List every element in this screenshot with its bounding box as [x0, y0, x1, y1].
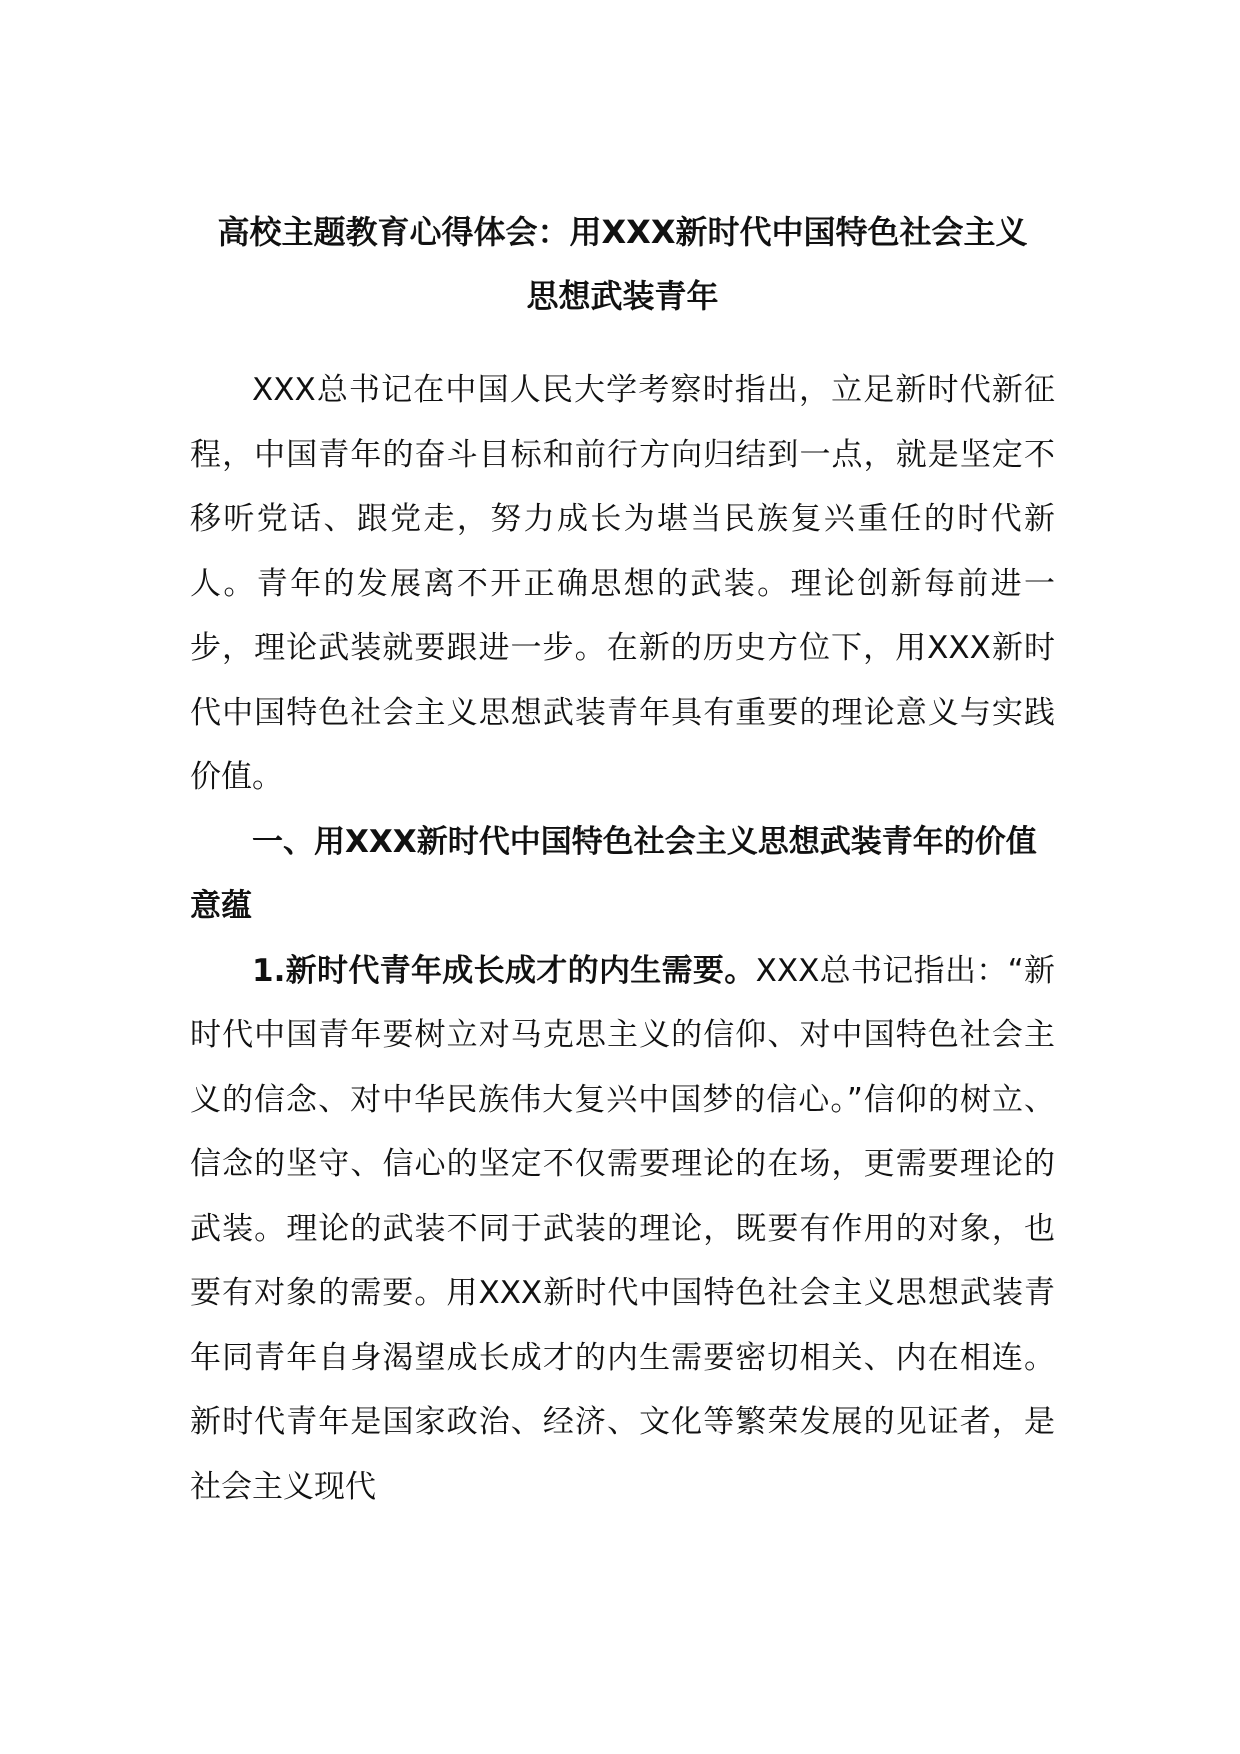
document-title: [190, 200, 1055, 328]
point-1-paragraph: [190, 939, 1055, 1520]
section-1-heading: 一、用XXX新时代中国特色社会主义思想武装青年的价值意蕴: [190, 823, 1037, 924]
intro-paragraph: XXX总书记在中国人民大学考察时指出，立足新时代新征程，中国青年的奋斗目标和前行方向归结到一点，就是坚定不移听党话、跟党走，努力成长为堪当民族复兴重任的时代新人。青年的发展离不开正确思想的武装。理论创新每前进一步，理论武装就要跟进一步。在新的历史方位下，用XXX新时代中国特色社会主义思想武装青年具有重要的理论意义与实践价值。: [190, 372, 1055, 795]
document-body: [190, 358, 1055, 1519]
document-content: [190, 200, 1055, 1519]
point-1-text: XXX总书记指出：“新时代中国青年要树立对马克思主义的信仰、对中国特色社会主义的信念、对中华民族伟大复兴中国梦的信心。”信仰的树立、信念的坚守、信心的坚定不仅需要理论的在场，更需要理论的武装。理论的武装不同于武装的理论，既要有作用的对象，也要有对象的需要。用XXX新时代中国特色社会主义思想武装青年同青年自身渴望成长成才的内生需要密切相关、内在相连。新时代青年是国家政治、经济、文化等繁荣发展的见证者，是社会主义现代: [190, 952, 1055, 1505]
point-1-lead: 1.新时代青年成长成才的内生需要。: [252, 952, 756, 989]
title-line-1: 高校主题教育心得体会：用XXX新时代中国特色社会主义: [217, 213, 1028, 251]
title-line-2: 思想武装青年: [526, 277, 719, 315]
